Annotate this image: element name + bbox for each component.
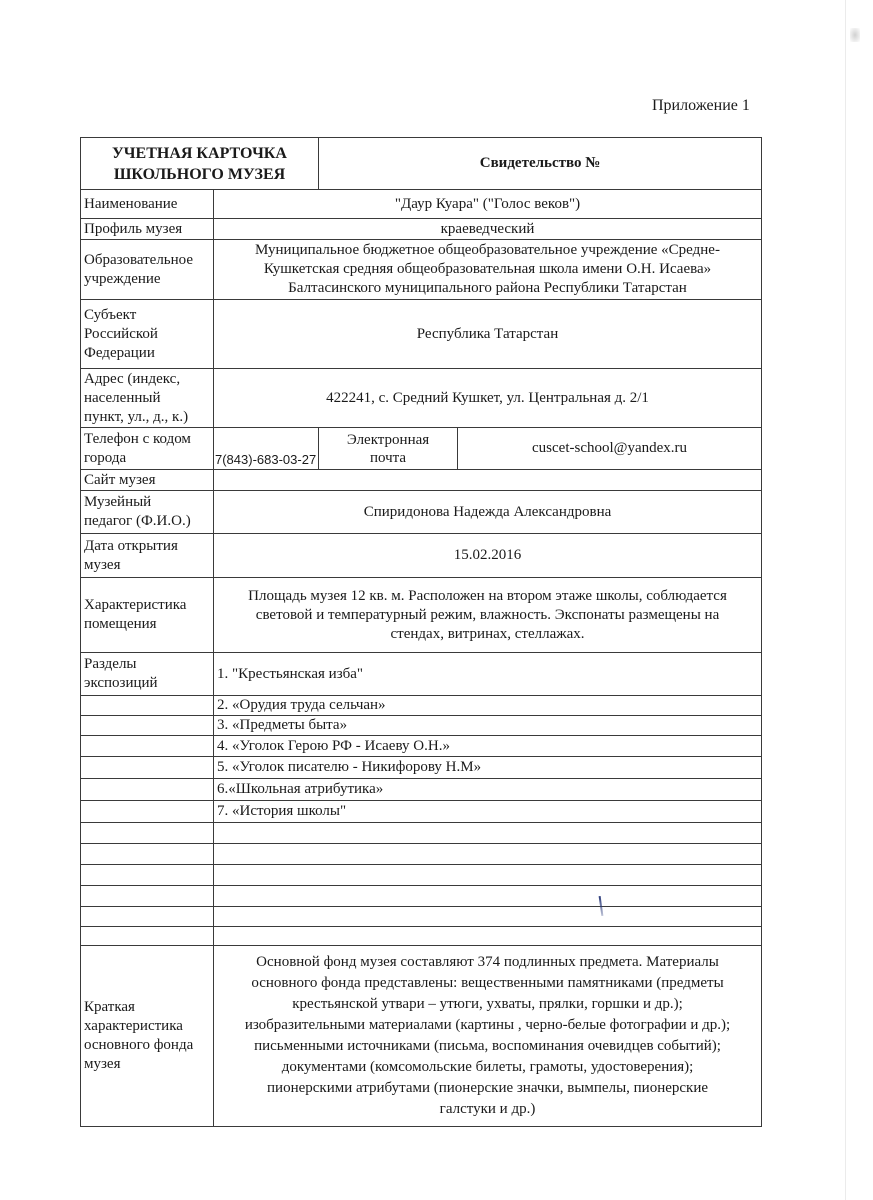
label-opening-date-line1: Дата открытия [84, 537, 178, 554]
scan-artifact [850, 28, 860, 42]
row-section-6 [81, 779, 762, 801]
row-name [81, 190, 762, 219]
label-address-line2: населенный [84, 389, 161, 406]
label-subject [81, 300, 214, 369]
section-item: 2. «Орудия труда сельчан» [214, 696, 762, 716]
label-sections-line1: Разделы [84, 656, 137, 672]
value-institution-line2: Кушкетская средняя общеобразовательная школа имени О.Н. Исаева» [263, 261, 712, 277]
value-fund-line: Основной фонд музея составляют 374 подлинных предмета. Материалы [256, 954, 719, 970]
section-item [214, 886, 762, 907]
appendix-label: Приложение 1 [652, 97, 750, 114]
section-item [214, 907, 762, 927]
section-item: 4. «Уголок Герою РФ - Исаеву О.Н.» [214, 736, 762, 757]
value-profile: краеведческий [214, 219, 762, 240]
section-item: 5. «Уголок писателю - Никифорову Н.М» [214, 757, 762, 779]
label-profile: Профиль музея [81, 219, 214, 240]
value-fund-line: письменными источниками (письма, воспоминания очевидцев событий); [254, 1038, 721, 1054]
value-institution-line1: Муниципальное бюджетное общеобразовательное учреждение «Средне- [255, 242, 720, 258]
card-title-line1: УЧЕТНАЯ КАРТОЧКА [112, 144, 287, 162]
label-fund-line1: Краткая [84, 999, 135, 1015]
row-premises [81, 578, 762, 653]
value-institution-line3: Балтасинского муниципального района Республики Татарстан [288, 280, 687, 296]
empty-label-cell [81, 907, 214, 927]
row-section-7 [81, 801, 762, 823]
empty-label-cell [81, 844, 214, 865]
label-phone [81, 428, 214, 470]
label-sections [81, 653, 214, 696]
row-profile [81, 219, 762, 240]
label-subject-line2: Российской [84, 325, 158, 342]
empty-label-cell [81, 716, 214, 736]
row-section-11 [81, 886, 762, 907]
label-email-line2: почта [369, 449, 407, 466]
row-educator [81, 491, 762, 534]
label-email-line1: Электронная [346, 431, 430, 448]
value-phone: 7(843)-683-03-27 [214, 428, 319, 470]
value-premises-line2: световой и температурный режим, влажность. Экспонаты размещены на [255, 606, 720, 623]
row-section-8 [81, 823, 762, 844]
label-opening-date-line2: музея [84, 556, 121, 573]
label-address [81, 369, 214, 428]
label-opening-date [81, 534, 214, 578]
section-item: 7. «История школы" [214, 801, 762, 823]
row-subject [81, 300, 762, 369]
label-address-line1: Адрес (индекс, [84, 370, 181, 387]
section-item: 6.«Школьная атрибутика» [214, 779, 762, 801]
empty-label-cell [81, 865, 214, 886]
empty-label-cell [81, 886, 214, 907]
label-institution-line1: Образовательное [84, 251, 194, 268]
value-subject: Республика Татарстан [214, 300, 762, 369]
label-phone-line1: Телефон с кодом [84, 430, 191, 447]
label-subject-line1: Субъект [84, 306, 137, 323]
label-address-line3: пункт, ул., д., к.) [84, 408, 189, 425]
label-fund-line2: характеристика [84, 1018, 183, 1034]
label-educator [81, 491, 214, 534]
value-premises-line3: стендах, витринах, стеллажах. [390, 625, 585, 642]
label-premises-line1: Характеристика [84, 597, 187, 613]
value-email: cuscet-school@yandex.ru [458, 428, 762, 470]
museum-registration-card [80, 137, 762, 1127]
value-fund-line: основного фонда представлены: вещественными памятниками (предметы [251, 975, 724, 991]
row-section-1 [81, 653, 762, 696]
label-subject-line3: Федерации [84, 344, 155, 361]
label-fund [81, 946, 214, 1127]
label-sections-line2: экспозиций [84, 675, 158, 691]
value-fund-line: пионерскими атрибутами (пионерские значки, вымпелы, пионерские [267, 1080, 709, 1096]
value-fund [214, 946, 762, 1127]
row-section-9 [81, 844, 762, 865]
value-premises [214, 578, 762, 653]
card-title [81, 138, 319, 190]
label-name: Наименование [81, 190, 214, 219]
section-item [214, 844, 762, 865]
row-section-5 [81, 757, 762, 779]
row-fund [81, 946, 762, 1127]
section-item [214, 865, 762, 886]
empty-label-cell [81, 823, 214, 844]
row-institution [81, 240, 762, 300]
label-phone-line2: города [84, 449, 127, 466]
row-address [81, 369, 762, 428]
empty-label-cell [81, 801, 214, 823]
section-item: 1. "Крестьянская изба" [214, 653, 762, 696]
card-title-line2: ШКОЛЬНОГО МУЗЕЯ [113, 165, 286, 183]
value-fund-line: изобразительными материалами (картины , черно-белые фотографии и др.); [244, 1017, 731, 1033]
row-section-3 [81, 716, 762, 736]
label-institution [81, 240, 214, 300]
value-educator: Спиридонова Надежда Александровна [214, 491, 762, 534]
row-section-2 [81, 696, 762, 716]
row-contacts [81, 428, 762, 470]
label-website: Сайт музея [81, 470, 214, 491]
label-fund-line4: музея [84, 1056, 121, 1072]
label-educator-line2: педагог (Ф.И.О.) [84, 513, 191, 529]
value-opening-date: 15.02.2016 [214, 534, 762, 578]
row-section-10 [81, 865, 762, 886]
row-opening-date [81, 534, 762, 578]
label-email [319, 428, 458, 470]
empty-label-cell [81, 696, 214, 716]
section-item [214, 927, 762, 946]
section-item: 3. «Предметы быта» [214, 716, 762, 736]
value-name: "Даур Куара" ("Голос веков") [214, 190, 762, 219]
empty-label-cell [81, 757, 214, 779]
label-fund-line3: основного фонда [84, 1037, 194, 1053]
certificate-number: Свидетельство № [319, 138, 762, 190]
label-institution-line2: учреждение [84, 270, 161, 287]
value-fund-line: крестьянской утвари – утюги, ухваты, прялки, горшки и др.); [292, 996, 683, 1012]
label-premises [81, 578, 214, 653]
row-section-12 [81, 907, 762, 927]
section-item [214, 823, 762, 844]
value-fund-line: документами (комсомольские билеты, грамоты, удостоверения); [281, 1059, 694, 1075]
label-educator-line1: Музейный [84, 494, 152, 510]
empty-label-cell [81, 779, 214, 801]
value-website [214, 470, 762, 491]
value-address: 422241, с. Средний Кушкет, ул. Центральная д. 2/1 [214, 369, 762, 428]
label-premises-line2: помещения [84, 616, 157, 632]
row-section-4 [81, 736, 762, 757]
value-premises-line1: Площадь музея 12 кв. м. Расположен на втором этаже школы, соблюдается [248, 587, 727, 604]
empty-label-cell [81, 736, 214, 757]
empty-label-cell [81, 927, 214, 946]
value-fund-line: галстуки и др.) [439, 1101, 536, 1117]
header-row [81, 138, 762, 190]
scan-edge [845, 0, 846, 1200]
row-section-13 [81, 927, 762, 946]
value-institution [214, 240, 762, 300]
row-website [81, 470, 762, 491]
